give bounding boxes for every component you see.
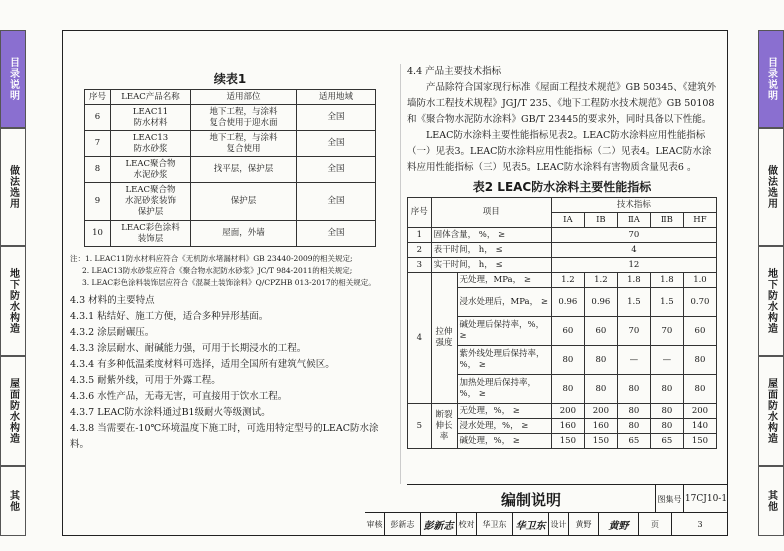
cell: 1.5 (650, 288, 683, 317)
title-block-top (407, 484, 728, 512)
cell: 80 (584, 346, 617, 375)
cell: 0.70 (683, 288, 716, 317)
side-tab-catalog-right[interactable]: 目录说明 (758, 30, 784, 128)
atlas-number: 17CJ10-1 (684, 494, 728, 504)
list-item: 4.3.6 水性产品，无毒无害，可直接用于饮水工程。 (70, 391, 288, 402)
cell: 10 (85, 221, 111, 247)
cell: 全国 (297, 221, 376, 247)
cell: 160 (551, 419, 584, 434)
cell: 80 (683, 346, 716, 375)
cell: 固体含量， %， ≥ (431, 228, 551, 243)
cell: 80 (617, 419, 650, 434)
note-line: 3. LEAC彩色涂料装饰层应符合《混凝土装饰涂料》Q/CPZHB 013-2017的相关规定。 (82, 278, 376, 287)
cell: 80 (650, 375, 683, 404)
table1-header: 适用地域 (297, 90, 376, 105)
cell: 80 (650, 419, 683, 434)
cell: 8 (85, 157, 111, 183)
table1-title: 续表1 (213, 72, 247, 86)
cell: 碱处理，%， ≥ (457, 434, 551, 449)
table-row (408, 258, 717, 273)
cell: 1 (408, 228, 432, 243)
cell: LEAC13 防水砂浆 (111, 131, 191, 157)
table1-header: 适用部位 (191, 90, 297, 105)
cell: 4 (408, 273, 432, 404)
cell: 紫外线处理后保持率，%， ≥ (457, 346, 551, 375)
list-item: 4.3.3 涂层耐水、耐碱能力强，可用于长期浸水的工程。 (70, 343, 307, 354)
cell: 碱处理后保持率，%， ≥ (457, 317, 551, 346)
cell: 全国 (297, 183, 376, 221)
table1-notes (70, 253, 390, 289)
cell: 地下工程，与涂料 复合使用 (191, 131, 297, 157)
side-tab-selection[interactable]: 做法选用 (0, 128, 26, 246)
list-item: 4.3.5 耐紫外线，可用于外露工程。 (70, 375, 221, 386)
cell: 200 (683, 404, 716, 419)
cell: 80 (683, 375, 716, 404)
table-row (408, 273, 717, 288)
reviewer-signature: 彭新志 (421, 513, 457, 536)
cell: 60 (584, 317, 617, 346)
grade-header: ⅡB (650, 213, 683, 228)
cell: 浸水处理后，MPa， ≥ (457, 288, 551, 317)
table-row (408, 243, 717, 258)
note-line: 2. LEAC13防水砂浆应符合《聚合物水泥防水砂浆》JC/T 984-2011的相关规定; (82, 266, 353, 275)
review-label: 审核 (365, 513, 385, 536)
table2-header: 技术指标 (551, 198, 716, 213)
drawing-title: 编制说明 (407, 485, 656, 513)
cell: 地下工程，与涂料 复合使用于迎水面 (191, 105, 297, 131)
cell: 160 (584, 419, 617, 434)
side-tab-other[interactable]: 其他 (0, 466, 26, 536)
side-tab-other-right[interactable]: 其他 (758, 466, 784, 536)
list-item: 4.3.2 涂层耐碾压。 (70, 327, 155, 338)
cell: LEAC聚合物 水泥砂浆 (111, 157, 191, 183)
list-item: 4.3.8 当需要在-10℃环境温度下施工时，可选用特定型号的LEAC防水涂料。 (70, 423, 379, 450)
table-row (408, 404, 717, 419)
note-line: 注：1. LEAC11防水材料应符合《无机防水堵漏材料》GB 23440-2009的相关规定; (70, 254, 353, 263)
cell: LEAC聚合物 水泥砂浆装饰 保护层 (111, 183, 191, 221)
side-tab-roof-right[interactable]: 屋面防水构造 (758, 356, 784, 466)
paragraph: LEAC防水涂料主要性能指标见表2。LEAC防水涂料应用性能指标（一）见表3。LEAC防水涂料应用性能指标（二）见表4。LEAC防水涂料应用性能指标（三）见表5。LEAC防水涂料有害物质含量见表6 。 (407, 130, 712, 173)
check-label: 校对 (457, 513, 477, 536)
side-tab-underground[interactable]: 地下防水构造 (0, 246, 26, 356)
cell: — (617, 346, 650, 375)
table-row (85, 221, 376, 247)
cell: 9 (85, 183, 111, 221)
side-tab-selection-right[interactable]: 做法选用 (758, 128, 784, 246)
atlas-label: 图集号 (656, 485, 684, 513)
grade-header: ⅠB (584, 213, 617, 228)
cell: 70 (617, 317, 650, 346)
cell: 4 (551, 243, 716, 258)
cell: 150 (584, 434, 617, 449)
table-row (408, 228, 717, 243)
table-row (85, 131, 376, 157)
cell: 0.96 (551, 288, 584, 317)
right-column (407, 64, 717, 449)
cell: 12 (551, 258, 716, 273)
cell: 断裂伸长率 (431, 404, 457, 449)
signature-row (365, 512, 728, 536)
cell: 3 (408, 258, 432, 273)
section-4-3 (70, 293, 390, 453)
checker-signature: 华卫东 (513, 513, 549, 536)
cell: 60 (551, 317, 584, 346)
section-heading: 4.4 产品主要技术指标 (407, 66, 502, 77)
cell: 浸水处理，%， ≥ (457, 419, 551, 434)
cell: 加热处理后保持率，%， ≥ (457, 375, 551, 404)
cell: 0.96 (584, 288, 617, 317)
cell: 200 (584, 404, 617, 419)
column-divider (400, 64, 401, 484)
list-item: 4.3.7 LEAC防水涂料通过B1级耐火等级测试。 (70, 407, 271, 418)
table1 (84, 89, 376, 247)
side-tab-roof[interactable]: 屋面防水构造 (0, 356, 26, 466)
side-tab-underground-right[interactable]: 地下防水构造 (758, 246, 784, 356)
cell: 80 (584, 375, 617, 404)
cell: 2 (408, 243, 432, 258)
cell: 60 (683, 317, 716, 346)
cell: 1.2 (551, 273, 584, 288)
cell: 5 (408, 404, 432, 449)
cell: 全国 (297, 157, 376, 183)
design-label: 设计 (549, 513, 569, 536)
checker-name: 华卫东 (477, 513, 513, 536)
left-column (70, 64, 390, 453)
cell: 65 (650, 434, 683, 449)
cell: 200 (551, 404, 584, 419)
cell: 拉伸强度 (431, 273, 457, 404)
cell: 无处理，MPa， ≥ (457, 273, 551, 288)
cell: — (650, 346, 683, 375)
cell: 7 (85, 131, 111, 157)
cell: 150 (683, 434, 716, 449)
cell: LEAC彩色涂料 装饰层 (111, 221, 191, 247)
cell: 80 (650, 404, 683, 419)
designer-signature: 黄野 (599, 513, 639, 536)
cell: 80 (551, 346, 584, 375)
list-item: 4.3.4 有多种低温柔度材料可选择，适用全国所有建筑气候区。 (70, 359, 335, 370)
grade-header: HF (683, 213, 716, 228)
table-row (85, 105, 376, 131)
cell: 全国 (297, 131, 376, 157)
section-heading: 4.3 材料的主要特点 (70, 295, 155, 306)
cell: 80 (617, 375, 650, 404)
cell: 实干时间， h， ≤ (431, 258, 551, 273)
cell: 屋面，外墙 (191, 221, 297, 247)
cell: 1.0 (683, 273, 716, 288)
paragraph: 产品除符合国家现行标准《屋面工程技术规范》GB 50345、《建筑外墙防水工程技术规程》JGJ/T 235、《地下工程防水技术规范》GB 50108和《聚合物水泥防水涂料》GB/T 23445的要求外，同时具备以下性能。 (407, 82, 717, 125)
cell: 65 (617, 434, 650, 449)
cell: 70 (650, 317, 683, 346)
table2-header: 项目 (431, 198, 551, 228)
table-row (85, 157, 376, 183)
table2-title: 表2 LEAC防水涂料主要性能指标 (472, 180, 652, 194)
designer-name: 黄野 (569, 513, 599, 536)
cell: 150 (551, 434, 584, 449)
reviewer-name: 彭新志 (385, 513, 421, 536)
grade-header: ⅡA (617, 213, 650, 228)
table2 (407, 197, 717, 449)
cell: 6 (85, 105, 111, 131)
cell: 70 (551, 228, 716, 243)
table2-header: 序号 (408, 198, 432, 228)
cell: 1.8 (650, 273, 683, 288)
cell: LEAC11 防水材料 (111, 105, 191, 131)
cell: 1.5 (617, 288, 650, 317)
cell: 找平层，保护层 (191, 157, 297, 183)
cell: 无处理，%， ≥ (457, 404, 551, 419)
list-item: 4.3.1 粘结好、施工方便，适合多种异形基面。 (70, 311, 269, 322)
cell: 保护层 (191, 183, 297, 221)
cell: 表干时间， h， ≤ (431, 243, 551, 258)
cell: 140 (683, 419, 716, 434)
table1-header: 序号 (85, 90, 111, 105)
table-row (85, 183, 376, 221)
table1-header: LEAC产品名称 (111, 90, 191, 105)
grade-header: ⅠA (551, 213, 584, 228)
page-label: 页 (639, 513, 672, 536)
cell: 1.8 (617, 273, 650, 288)
cell: 全国 (297, 105, 376, 131)
cell: 1.2 (584, 273, 617, 288)
side-tab-catalog[interactable]: 目录说明 (0, 30, 26, 128)
cell: 80 (617, 404, 650, 419)
cell: 80 (551, 375, 584, 404)
page-number: 3 (697, 520, 703, 529)
